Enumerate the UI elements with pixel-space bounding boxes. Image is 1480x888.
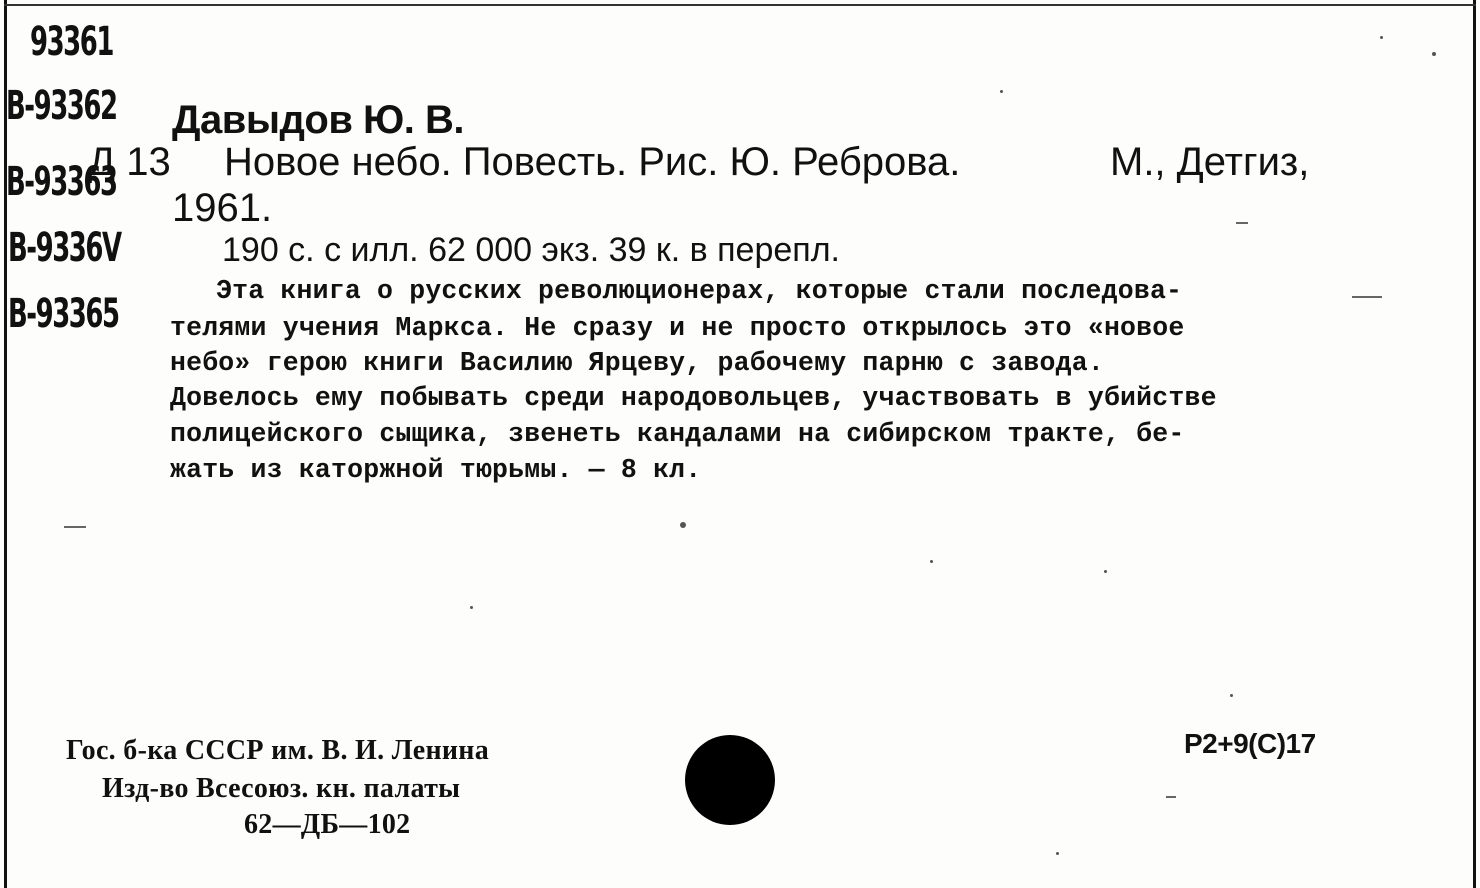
classification-index: Р2+9(С)17 xyxy=(1184,728,1316,759)
annotation-line-1: Эта книга о русских революционерах, которые стали последова- xyxy=(216,276,1183,306)
author-heading: Давыдов Ю. В. xyxy=(172,98,464,142)
collation-line: 190 с. с илл. 62 000 экз. 39 к. в перепл. xyxy=(222,231,840,269)
scan-speck xyxy=(680,522,686,528)
annotation-line-6: жать из каторжной тюрьмы. — 8 кл. xyxy=(170,455,702,485)
annotation-line-5: полицейского сыщика, звенеть кандалами на сибирском тракте, бе- xyxy=(170,419,1185,449)
scan-speck xyxy=(470,606,473,609)
imprint-publisher: Изд-во Всесоюз. кн. палаты xyxy=(102,773,461,804)
inventory-number-2: В-93362 xyxy=(6,83,117,129)
publication-year: 1961. xyxy=(172,186,273,230)
scan-dash xyxy=(1236,222,1248,224)
annotation-line-3: небо» герою книги Василию Ярцеву, рабочему парню с завода. xyxy=(170,348,1104,378)
scan-dash xyxy=(1166,796,1176,798)
inventory-number-1: 93361 xyxy=(30,19,113,65)
scan-speck xyxy=(1104,570,1107,573)
card-punch-hole xyxy=(685,735,775,825)
scan-speck xyxy=(1000,90,1003,93)
inventory-number-5: В-93365 xyxy=(8,291,119,337)
inventory-number-4: В-9336V xyxy=(8,225,121,271)
inventory-number-3: В-93363 xyxy=(6,159,117,205)
publisher-place: М., Детгиз, xyxy=(1110,140,1310,184)
scan-dash xyxy=(64,526,86,528)
card-right-edge xyxy=(1473,0,1476,888)
scan-speck xyxy=(1380,36,1383,39)
book-title-line: Новое небо. Повесть. Рис. Ю. Реброва. xyxy=(224,140,961,184)
scan-dash xyxy=(1352,296,1382,298)
scan-speck xyxy=(930,560,933,563)
scan-speck xyxy=(1230,694,1233,697)
imprint-order-number: 62—ДБ—102 xyxy=(244,809,411,840)
scan-speck xyxy=(1432,52,1436,56)
card-left-edge xyxy=(4,0,7,888)
imprint-library: Гос. б-ка СССР им. В. И. Ленина xyxy=(66,735,490,766)
card-top-edge xyxy=(4,4,1476,6)
annotation-line-4: Довелось ему побывать среди народовольцев, участвовать в убийстве xyxy=(170,383,1217,413)
annotation-line-2: телями учения Маркса. Не сразу и не просто открылось это «новое xyxy=(170,313,1185,343)
scan-speck xyxy=(1056,852,1059,855)
call-number: Д 13 xyxy=(88,140,171,184)
